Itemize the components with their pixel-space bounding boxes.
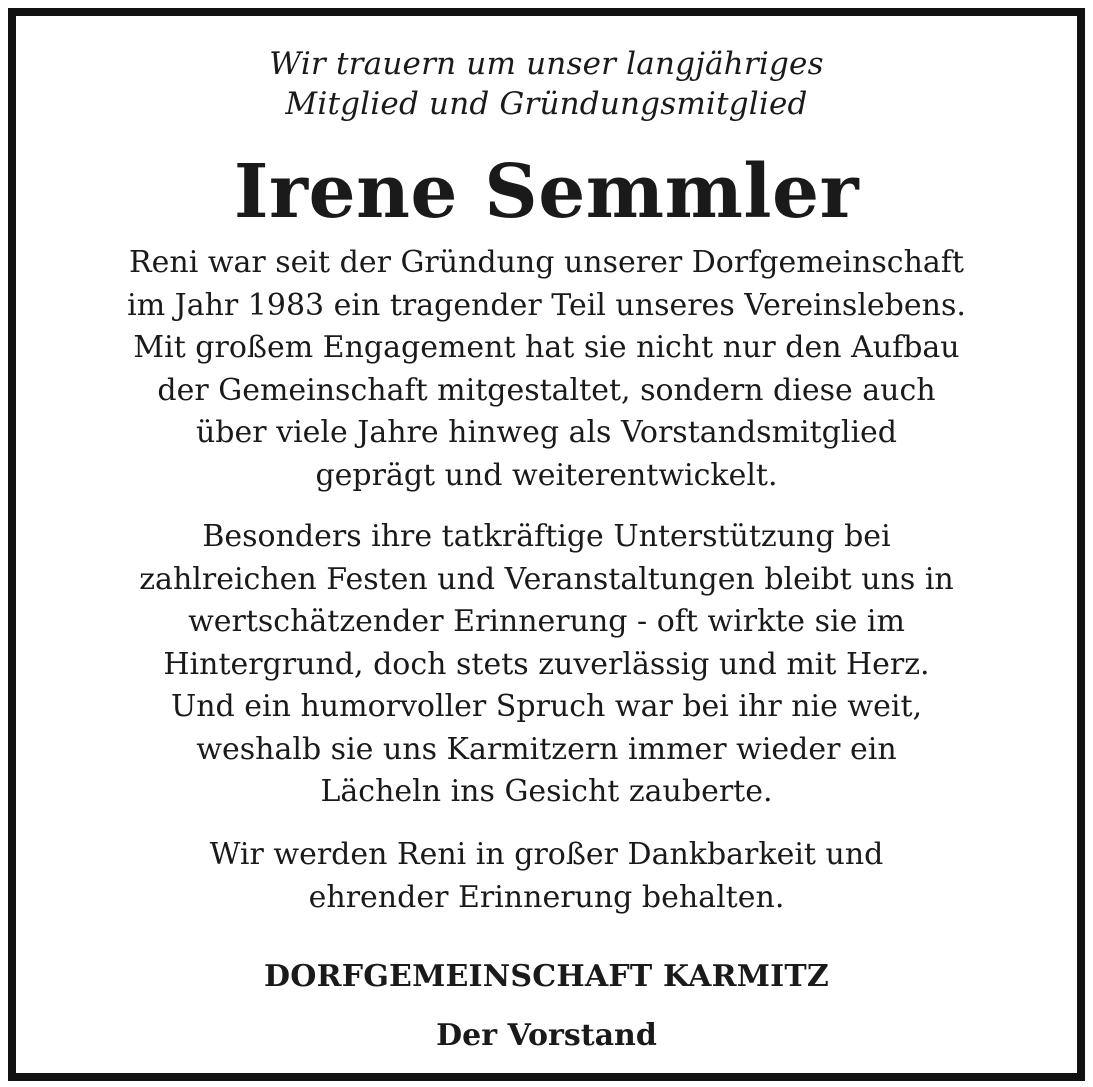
- signature-organization: DORFGEMEINSCHAFT KARMITZ: [264, 959, 829, 994]
- text-line: Und ein humorvoller Spruch war bei ihr nie weit,: [170, 689, 923, 724]
- text-line: über viele Jahre hinweg als Vorstandsmitglied: [195, 415, 898, 450]
- text-line: ehrender Erinnerung behalten.: [308, 879, 785, 915]
- text-line: Lächeln ins Gesicht zauberte.: [320, 774, 773, 809]
- deceased-name: Irene Semmler: [233, 149, 860, 235]
- intro-line: Mitglied und Gründungsmitglied: [285, 86, 808, 122]
- paragraph-closing: [16, 834, 1077, 919]
- text-line: Mit großem Engagement hat sie nicht nur den Aufbau: [133, 330, 960, 365]
- paragraph-memories: [16, 516, 1077, 814]
- intro-text: [16, 44, 1077, 124]
- signature-board: Der Vorstand: [436, 1018, 657, 1053]
- text-line: Hintergrund, doch stets zuverlässig und mit Herz.: [163, 646, 930, 682]
- text-line: der Gemeinschaft mitgestaltet, sondern diese auch: [157, 372, 936, 408]
- text-line: Besonders ihre tatkräftige Unterstützung bei: [202, 519, 891, 554]
- text-line: geprägt und weiterentwickelt.: [315, 457, 778, 493]
- text-line: im Jahr 1983 ein tragender Teil unseres Vereinslebens.: [127, 287, 966, 323]
- text-line: wertschätzender Erinnerung - oft wirkte sie im: [188, 604, 905, 639]
- paragraph-tribute: [16, 242, 1077, 497]
- text-line: weshalb sie uns Karmitzern immer wieder ein: [196, 731, 897, 767]
- obituary-frame: [8, 8, 1085, 1081]
- text-line: zahlreichen Festen und Veranstaltungen bleibt uns in: [139, 561, 954, 597]
- text-line: Reni war seit der Gründung unserer Dorfgemeinschaft: [129, 245, 964, 280]
- text-line: Wir werden Reni in großer Dankbarkeit und: [209, 837, 884, 872]
- intro-line: Wir trauern um unser langjähriges: [269, 46, 824, 82]
- obituary-content: [16, 16, 1077, 1073]
